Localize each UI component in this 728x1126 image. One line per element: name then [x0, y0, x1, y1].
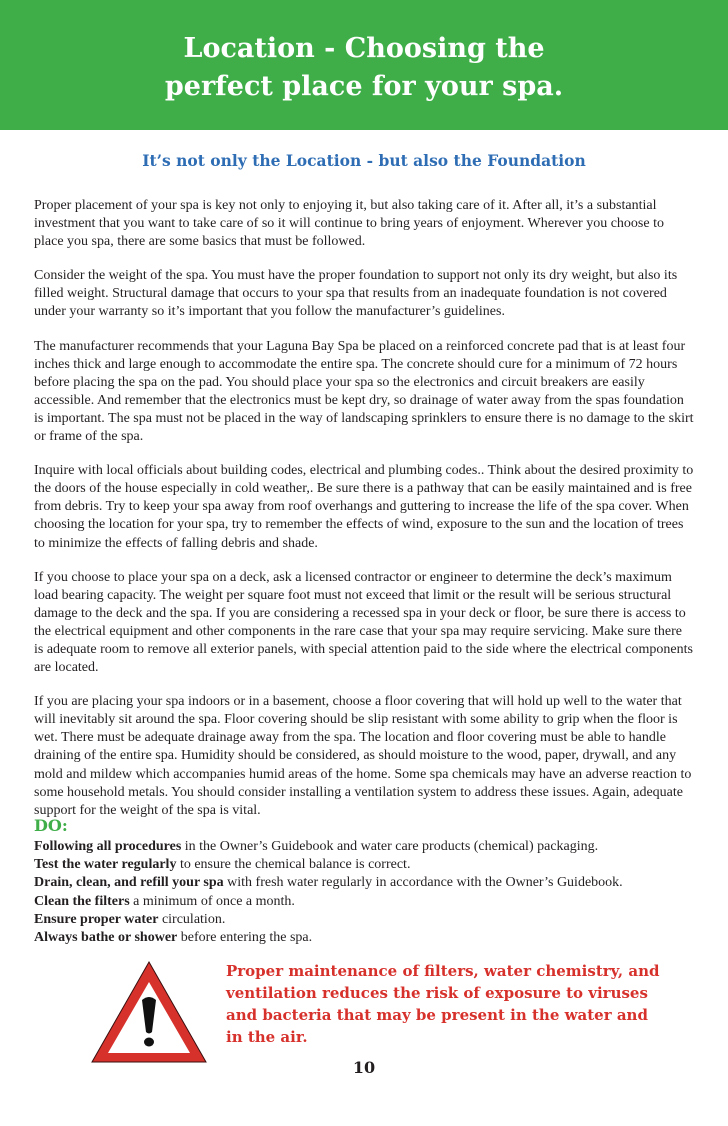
- paragraph: Consider the weight of the spa. You must have the proper foundation to support not only its dry weight, but also its filled weight. Structural damage that occurs to your spa that results from an inadequate foundation is not covered under your warranty so it’s important that you follow the manufacturer’s guidelines.: [34, 268, 678, 320]
- page-number: 10: [352, 1058, 376, 1077]
- list-item-bold: Always bathe or shower: [34, 930, 178, 946]
- body-text: [34, 197, 694, 820]
- list-item-bold: Test the water regularly: [34, 857, 177, 873]
- list-item-text: before entering the spa.: [177, 930, 313, 946]
- list-item: [34, 893, 714, 911]
- warning-text: Proper maintenance of filters, water chemistry, and ventilation reduces the risk of exposure to viruses and bacteria that may be present in the water and in the air.: [226, 962, 660, 1046]
- list-item-bold: Ensure proper water: [34, 911, 159, 927]
- list-item: [34, 856, 714, 874]
- list-item: [34, 929, 714, 947]
- paragraph: If you choose to place your spa on a deck, ask a licensed contractor or engineer to determine the deck’s maximum load bearing capacity. The weight per square foot must not exceed that limit or the result will be serious structural damage to the deck and the spa. If you are considering a recessed spa in your deck or floor, be sure there is access to the electrical equipment and other components in the rare case that your spa may require servicing. Make sure there is adequate room to remove all exterior panels, with special attention paid to the side where the electrical components are located.: [34, 569, 693, 676]
- paragraph: If you are placing your spa indoors or in a basement, choose a floor covering that will hold up well to the water that will inevitably sit around the spa. Floor covering should be slip resistant with some ability to grip when the floor is wet. There must be adequate drainage away from the spa. The location and floor covering must be able to handle draining of the entire spa. Humidity should be considered, as should moisture to the wood, paper, drywall, and any mold and mildew which accompanies humid areas of the home. Some spa chemicals may have an adverse reaction to some household metals. You should consider installing a ventilation system to address these issues. Again, adequate support for the weight of the spa is vital.: [34, 694, 692, 818]
- paragraph: The manufacturer recommends that your Laguna Bay Spa be placed on a reinforced concrete pad that is at least four inches thick and large enough to accommodate the entire spa. The concrete should cure for a minimum of 72 hours before placing the spa on the pad. You should place your spa so the electronics and circuit breakers are easily accessible. And remember that the electronics must be kept dry, so drainage of water away from the spas foundation is important. The spa must not be placed in the way of landscaping sprinklers to ensure there is no damage to the skirt or frame of the spa.: [34, 338, 694, 445]
- warning-triangle-icon: [88, 958, 210, 1066]
- list-item-text: to ensure the chemical balance is correct.: [176, 857, 411, 873]
- title-line-2: perfect place for your spa.: [164, 71, 564, 102]
- paragraph: Inquire with local officials about building codes, electrical and plumbing codes.. Think about the desired proximity to the doors of the house especially in cold weather,. Be sure there is a pathway that can be easily maintained and is free from debris. Try to keep your spa away from roof overhangs and guttering to increase the life of the spa cover. When choosing the location for your spa, try to remember the effects of wind, exposure to the sun and the location of trees to minimize the effects of falling debris and shade.: [34, 463, 694, 551]
- list-item: [34, 838, 714, 856]
- list-item: [34, 911, 714, 929]
- do-heading: DO:: [34, 816, 68, 835]
- list-item: [34, 874, 714, 892]
- list-item-text: a minimum of once a month.: [129, 893, 295, 909]
- paragraph: Proper placement of your spa is key not only to enjoying it, but also taking care of it. After all, it’s a substantial investment that you want to take care of so it will continue to bring years of enjoyment. Wherever you choose to place you spa, there are some basics that must be followed.: [34, 198, 664, 250]
- page-title: [0, 30, 728, 106]
- header-banner: [0, 0, 728, 130]
- do-list: [34, 838, 714, 947]
- list-item-text: circulation.: [158, 911, 226, 927]
- list-item-bold: Following all procedures: [34, 839, 182, 854]
- list-item-text: with fresh water regularly in accordance with the Owner’s Guidebook.: [223, 875, 623, 891]
- list-item-bold: Drain, clean, and refill your spa: [34, 875, 224, 891]
- list-item-bold: Clean the filters: [34, 893, 130, 909]
- section-subtitle: It’s not only the Location - but also the Foundation: [142, 151, 586, 170]
- list-item-text: in the Owner’s Guidebook and water care products (chemical) packaging.: [181, 839, 599, 854]
- title-line-1: Location - Choosing the: [183, 33, 545, 64]
